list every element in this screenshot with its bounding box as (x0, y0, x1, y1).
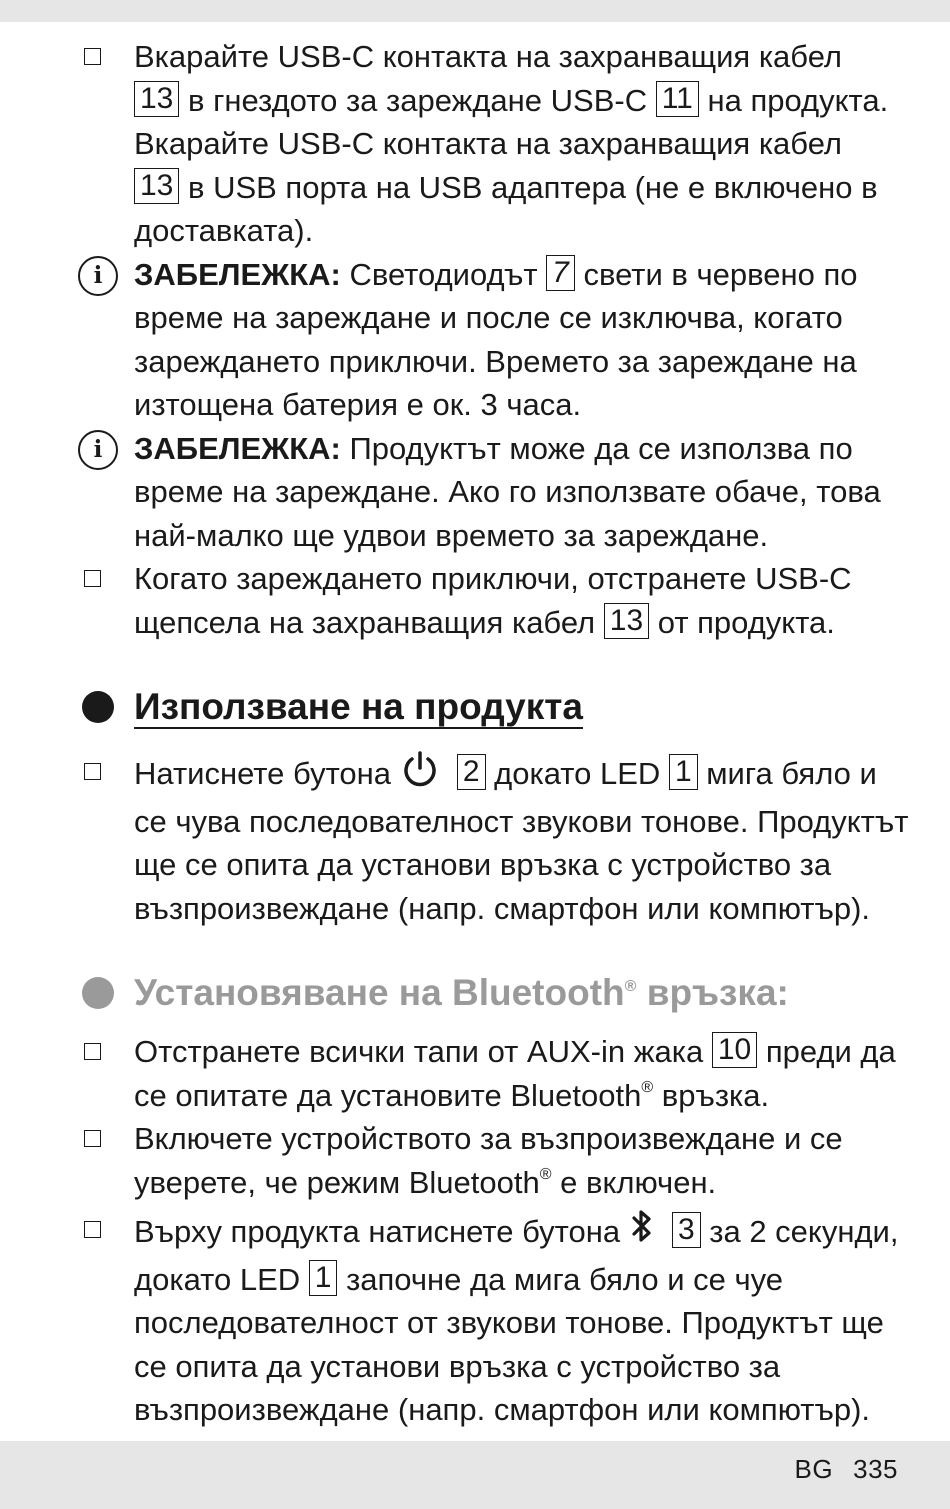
bluetooth-icon (629, 1208, 655, 1258)
checkbox-icon (84, 1043, 101, 1060)
part-number-ref: 13 (134, 81, 179, 117)
note-label: ЗАБЕЛЕЖКА: (134, 256, 341, 292)
part-number-ref: 7 (546, 255, 575, 291)
part-number-ref: 10 (712, 1032, 757, 1068)
section-bullet (82, 691, 114, 723)
page-footer (795, 1454, 898, 1485)
part-number-ref: 1 (309, 1260, 338, 1296)
note-item: i ЗАБЕЛЕЖКА: Светодиодът 7 свети в червено по време на зареждане и после се изключва, когато зареждането приключи. Времето за зареждане на изтощена батерия е ок. 3 часа. (0, 253, 950, 427)
instruction-item: Включете устройството за възпроизвеждане и се уверете, че режим Bluetooth® е включен. (0, 1117, 950, 1204)
language-code: BG (794, 1454, 834, 1484)
info-icon: i (78, 256, 118, 296)
checkbox-icon (84, 48, 101, 65)
part-number-ref: 3 (672, 1212, 701, 1248)
top-bar (0, 0, 950, 22)
manual-page-content (0, 35, 950, 1432)
part-number-ref: 2 (457, 754, 486, 790)
power-icon (400, 750, 440, 800)
instruction-item: Когато зареждането приключи, отстранете USB-C щепсела на захранващия кабел 13 от продукта. (0, 557, 950, 644)
note-item: i ЗАБЕЛЕЖКА: Продуктът може да се използва по време на зареждане. Ако го използвате обаче, това най-малко ще удвои времето за зареждане. (0, 427, 950, 558)
instruction-item: Натиснете бутона 2 докато LED 1 мига бяло и се чува последователност звукови тонове. Продуктът ще се опита да установи връзка с устройство за възпроизвеждане (напр. смартфон или компютър). (0, 750, 950, 930)
page-number: 335 (853, 1454, 898, 1484)
checkbox-icon (84, 1130, 101, 1147)
instruction-item: Вкарайте USB-C контакта на захранващия кабел 13 в гнездото за зареждане USB-C 11 на продукта. Вкарайте USB-C контакта на захранващия кабел 13 в USB порта на USB адаптера (не е включено в доставката). (0, 35, 950, 253)
instruction-item: Върху продукта натиснете бутона 3 за 2 секунди, докато LED 1 започне да мига бяло и се чуе последователност от звукови тонове. Продуктът ще се опита да установи връзка с устройство за възпроизвеждане (напр. смартфон или компютър). (0, 1208, 950, 1432)
checkbox-icon (84, 763, 101, 780)
section-heading-use: Използване на продукта (0, 684, 950, 730)
checkbox-icon (84, 570, 101, 587)
note-label: ЗАБЕЛЕЖКА: (134, 430, 341, 466)
part-number-ref: 11 (656, 81, 699, 117)
instruction-item: Отстранете всички тапи от AUX-in жака 10 преди да се опитате да установите Bluetooth® връзка. (0, 1030, 950, 1117)
part-number-ref: 13 (134, 168, 179, 204)
part-number-ref: 13 (604, 603, 649, 639)
checkbox-icon (84, 1221, 101, 1238)
section-bullet (82, 977, 114, 1009)
part-number-ref: 1 (669, 754, 698, 790)
footer-bar (0, 1441, 950, 1509)
section-heading-bluetooth: Установяване на Bluetooth® връзка: (0, 970, 950, 1016)
info-icon: i (78, 430, 118, 470)
